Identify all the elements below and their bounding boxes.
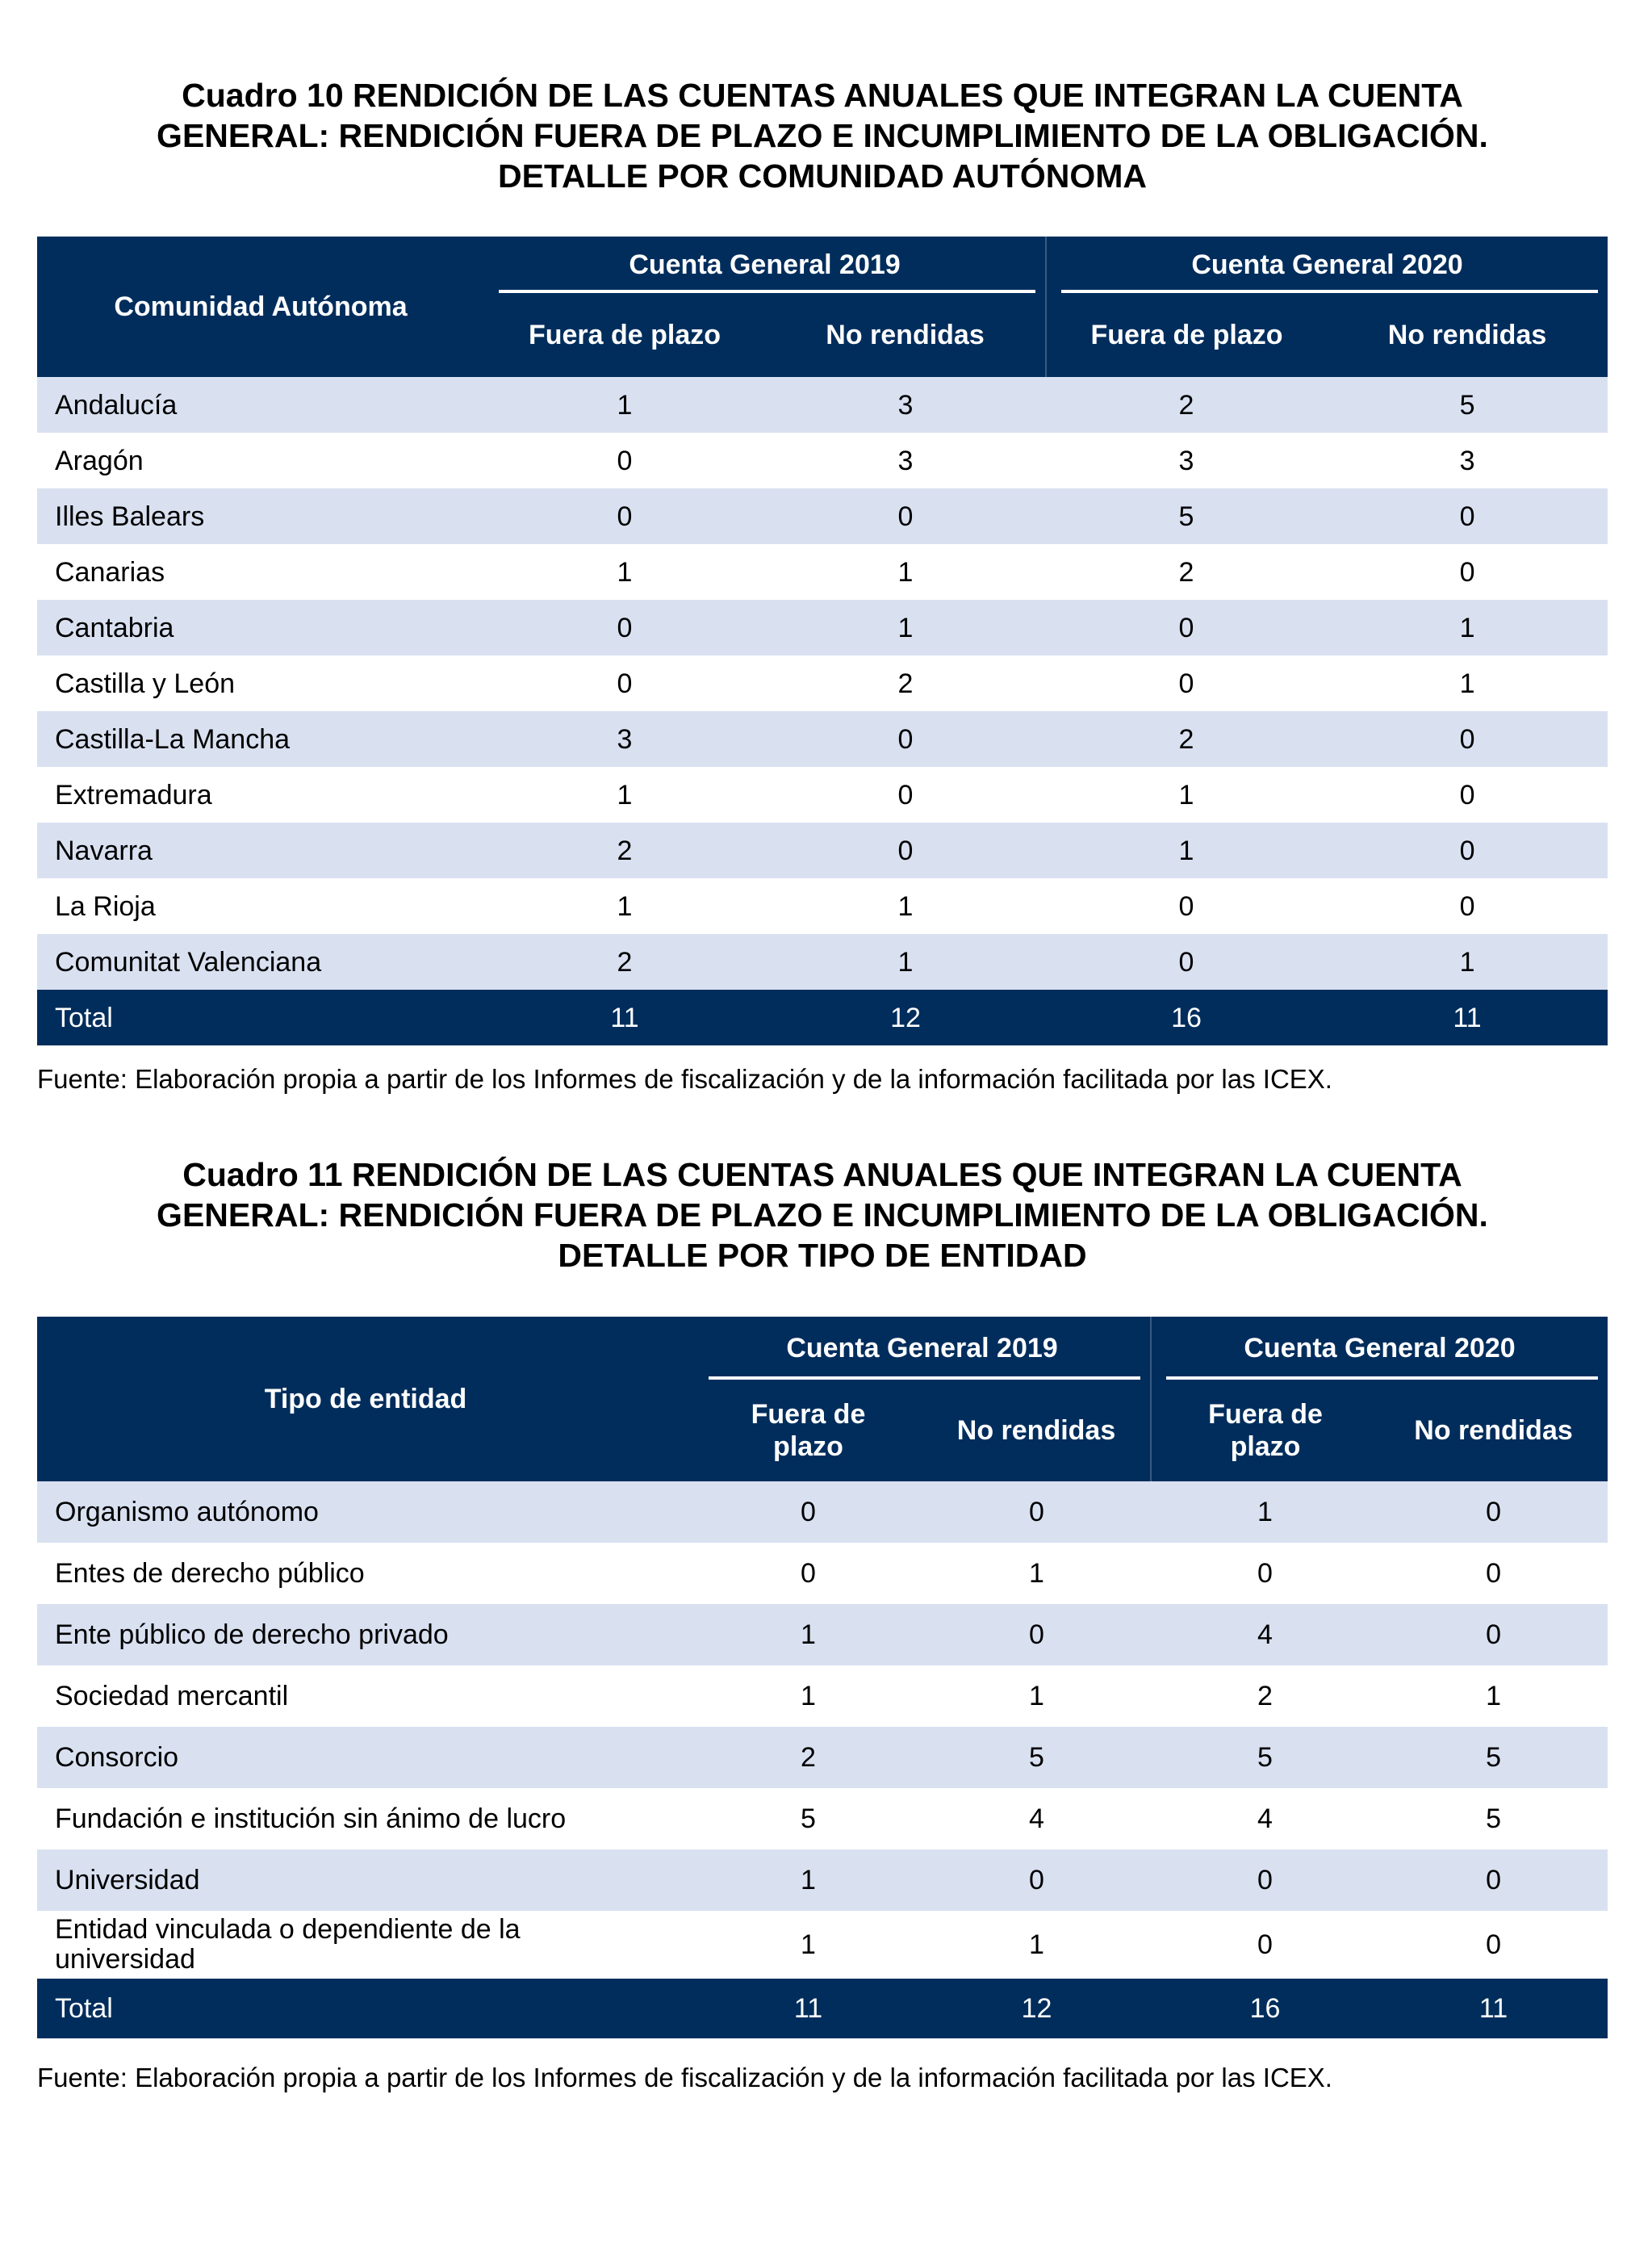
row-label: Fundación e institución sin ánimo de lucro (37, 1788, 694, 1849)
cell-value: 1 (922, 1543, 1151, 1604)
cell-value: 1 (1046, 767, 1327, 823)
cell-value: 0 (1379, 1481, 1608, 1543)
row-label: Entes de derecho público (37, 1543, 694, 1604)
cell-value: 2 (484, 934, 765, 990)
table-row (37, 1788, 1608, 1849)
cell-value: 3 (1327, 433, 1608, 488)
cell-value: 0 (765, 767, 1046, 823)
table1-title-line: Cuadro 10 RENDICIÓN DE LAS CUENTAS ANUALES QUE INTEGRAN LA CUENTA (182, 77, 1463, 114)
cell-value: 1 (1327, 934, 1608, 990)
table-row (37, 377, 1608, 433)
cell-value: 0 (765, 711, 1046, 767)
row-label: Cantabria (37, 600, 484, 656)
table1-title-line: GENERAL: RENDICIÓN FUERA DE PLAZO E INCUMPLIMIENTO DE LA OBLIGACIÓN. (157, 117, 1488, 154)
cell-value: 2 (1151, 1665, 1379, 1727)
table1-col-fuera-2019: Fuera de plazo (484, 293, 765, 377)
table2-row-header: Tipo de entidad (37, 1317, 694, 1481)
cell-value: 0 (1046, 878, 1327, 934)
cell-value: 1 (694, 1665, 922, 1727)
cell-value: 0 (1327, 544, 1608, 600)
cell-value: 3 (484, 711, 765, 767)
table1-col-no-2020: No rendidas (1327, 293, 1608, 377)
row-label: Sociedad mercantil (37, 1665, 694, 1727)
cell-value: 0 (484, 433, 765, 488)
table-row (37, 711, 1608, 767)
cell-value: 0 (1379, 1543, 1608, 1604)
cell-value: 0 (922, 1849, 1151, 1911)
cell-value: 0 (694, 1543, 922, 1604)
table2-title-line: Cuadro 11 RENDICIÓN DE LAS CUENTAS ANUALES QUE INTEGRAN LA CUENTA (182, 1156, 1462, 1193)
cell-value: 1 (484, 878, 765, 934)
total-value: 11 (1379, 1979, 1608, 2038)
cell-value: 1 (484, 767, 765, 823)
table-total-row (37, 990, 1608, 1045)
cell-value: 2 (1046, 544, 1327, 600)
cell-value: 0 (1327, 823, 1608, 878)
table2-col-no-2019: No rendidas (922, 1380, 1151, 1481)
cell-value: 1 (1327, 600, 1608, 656)
cell-value: 2 (694, 1727, 922, 1788)
table-row (37, 1481, 1608, 1543)
row-label: Extremadura (37, 767, 484, 823)
header-line: Fuera de (1208, 1399, 1323, 1430)
cell-value: 1 (922, 1665, 1151, 1727)
row-label: Aragón (37, 433, 484, 488)
cell-value: 5 (1379, 1788, 1608, 1849)
total-value: 12 (765, 990, 1046, 1045)
cell-value: 0 (1046, 934, 1327, 990)
row-label: La Rioja (37, 878, 484, 934)
cell-value: 1 (1046, 823, 1327, 878)
cell-value: 5 (922, 1727, 1151, 1788)
table2-title (37, 1154, 1608, 1275)
table-row (37, 1543, 1608, 1604)
cell-value: 0 (765, 823, 1046, 878)
cell-value: 5 (694, 1788, 922, 1849)
cell-value: 0 (765, 488, 1046, 544)
row-label: Universidad (37, 1849, 694, 1911)
cell-value: 0 (1046, 600, 1327, 656)
header-line: plazo (1230, 1431, 1301, 1462)
table2-tipo-de-entidad (37, 1317, 1608, 2038)
table-row (37, 656, 1608, 711)
table-row (37, 823, 1608, 878)
cell-value: 1 (765, 544, 1046, 600)
cell-value: 0 (484, 600, 765, 656)
cell-value: 0 (1327, 488, 1608, 544)
row-label: Castilla y León (37, 656, 484, 711)
cell-value: 0 (1046, 656, 1327, 711)
cell-value: 5 (1327, 377, 1608, 433)
row-label: Illes Balears (37, 488, 484, 544)
total-value: 11 (694, 1979, 922, 2038)
cell-value: 5 (1379, 1727, 1608, 1788)
cell-value: 0 (694, 1481, 922, 1543)
total-value: 11 (484, 990, 765, 1045)
cell-value: 1 (922, 1911, 1151, 1979)
cell-value: 4 (1151, 1604, 1379, 1665)
cell-value: 0 (1379, 1604, 1608, 1665)
table2-source-note: Fuente: Elaboración propia a partir de los Informes de fiscalización y de la información facilitada por las ICEX. (37, 2063, 1332, 2092)
cell-value: 1 (694, 1911, 922, 1979)
cell-value: 1 (1327, 656, 1608, 711)
cell-value: 0 (1327, 711, 1608, 767)
cell-value: 0 (1151, 1911, 1379, 1979)
table1-title (37, 75, 1608, 196)
row-label: Navarra (37, 823, 484, 878)
table-row (37, 544, 1608, 600)
table1-source-note: Fuente: Elaboración propia a partir de los Informes de fiscalización y de la información facilitada por las ICEX. (37, 1064, 1332, 1094)
table-row (37, 767, 1608, 823)
row-label: Ente público de derecho privado (37, 1604, 694, 1665)
cell-value: 0 (484, 488, 765, 544)
cell-value: 2 (484, 823, 765, 878)
cell-value: 0 (1379, 1849, 1608, 1911)
table-row (37, 1665, 1608, 1727)
cell-value: 1 (484, 377, 765, 433)
cell-value: 4 (1151, 1788, 1379, 1849)
table2-group-2019: Cuenta General 2019 (694, 1317, 1151, 1380)
total-label: Total (37, 990, 484, 1045)
cell-value: 0 (1151, 1543, 1379, 1604)
row-label: Castilla-La Mancha (37, 711, 484, 767)
row-label: Canarias (37, 544, 484, 600)
total-value: 16 (1046, 990, 1327, 1045)
row-label-line: universidad (55, 1944, 195, 1975)
table-row (37, 1727, 1608, 1788)
table-row (37, 1911, 1608, 1979)
cell-value: 2 (1046, 711, 1327, 767)
total-value: 11 (1327, 990, 1608, 1045)
table1-row-header: Comunidad Autónoma (37, 237, 484, 377)
cell-value: 0 (922, 1604, 1151, 1665)
cell-value: 5 (1046, 488, 1327, 544)
row-label (37, 1911, 694, 1979)
cell-value: 1 (1151, 1481, 1379, 1543)
cell-value: 0 (922, 1481, 1151, 1543)
table-row (37, 1604, 1608, 1665)
row-label: Andalucía (37, 377, 484, 433)
cell-value: 3 (765, 377, 1046, 433)
table2-col-fuera-2020 (1151, 1380, 1379, 1481)
table-row (37, 934, 1608, 990)
table2-group-2020: Cuenta General 2020 (1151, 1317, 1608, 1380)
total-value: 12 (922, 1979, 1151, 2038)
cell-value: 4 (922, 1788, 1151, 1849)
cell-value: 0 (1151, 1849, 1379, 1911)
table1-col-no-2019: No rendidas (765, 293, 1046, 377)
table-row (37, 488, 1608, 544)
table-row (37, 1849, 1608, 1911)
table-row (37, 878, 1608, 934)
table2-title-line: DETALLE POR TIPO DE ENTIDAD (558, 1237, 1087, 1274)
total-label: Total (37, 1979, 694, 2038)
cell-value: 1 (765, 600, 1046, 656)
cell-value: 5 (1151, 1727, 1379, 1788)
table1-group-2020: Cuenta General 2020 (1046, 237, 1608, 293)
cell-value: 2 (765, 656, 1046, 711)
cell-value: 0 (484, 656, 765, 711)
row-label-line: Entidad vinculada o dependiente de la (55, 1914, 521, 1945)
cell-value: 0 (1379, 1911, 1608, 1979)
cell-value: 1 (765, 878, 1046, 934)
row-label: Comunitat Valenciana (37, 934, 484, 990)
header-line: Fuera de (751, 1399, 866, 1430)
cell-value: 1 (694, 1849, 922, 1911)
cell-value: 3 (1046, 433, 1327, 488)
table2-col-fuera-2019 (694, 1380, 922, 1481)
row-label: Consorcio (37, 1727, 694, 1788)
header-line: plazo (773, 1431, 843, 1462)
table-total-row (37, 1979, 1608, 2038)
row-label: Organismo autónomo (37, 1481, 694, 1543)
cell-value: 2 (1046, 377, 1327, 433)
cell-value: 0 (1327, 767, 1608, 823)
cell-value: 1 (694, 1604, 922, 1665)
total-value: 16 (1151, 1979, 1379, 2038)
cell-value: 0 (1327, 878, 1608, 934)
table2-title-line: GENERAL: RENDICIÓN FUERA DE PLAZO E INCUMPLIMIENTO DE LA OBLIGACIÓN. (157, 1196, 1488, 1234)
table2-col-no-2020: No rendidas (1379, 1380, 1608, 1481)
cell-value: 1 (765, 934, 1046, 990)
table1-col-fuera-2020: Fuera de plazo (1046, 293, 1327, 377)
table-row (37, 433, 1608, 488)
table-row (37, 600, 1608, 656)
table1-title-line: DETALLE POR COMUNIDAD AUTÓNOMA (497, 157, 1147, 195)
table1-group-2019: Cuenta General 2019 (484, 237, 1046, 293)
cell-value: 1 (484, 544, 765, 600)
cell-value: 1 (1379, 1665, 1608, 1727)
table1-comunidad-autonoma (37, 237, 1608, 1045)
cell-value: 3 (765, 433, 1046, 488)
